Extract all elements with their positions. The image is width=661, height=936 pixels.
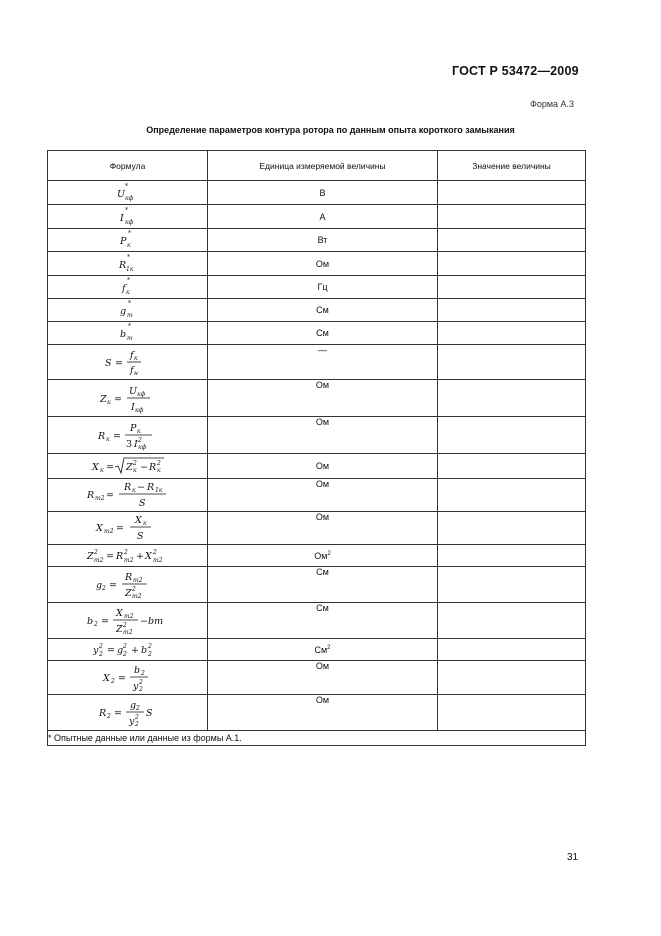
table-row — [48, 545, 586, 567]
form-label: Форма А.3 — [530, 99, 575, 109]
svg-text:R: R — [86, 490, 94, 501]
unit-cell — [208, 545, 438, 567]
svg-text:m2: m2 — [93, 556, 104, 564]
svg-text:2: 2 — [132, 460, 137, 467]
svg-text:=: = — [105, 462, 114, 473]
table-row — [48, 252, 586, 276]
formula-cell — [48, 299, 208, 322]
svg-text:X: X — [91, 462, 99, 473]
svg-text:R: R — [98, 707, 106, 719]
formula-r-1k — [108, 254, 148, 274]
svg-text:2: 2 — [98, 650, 103, 658]
value-cell[interactable] — [438, 512, 586, 545]
svg-text:−: − — [136, 482, 145, 493]
formula-cell — [48, 661, 208, 695]
svg-text:2: 2 — [134, 713, 139, 721]
formula-cell — [48, 276, 208, 299]
unit-cell: Ом — [208, 695, 438, 731]
svg-text:g: g — [116, 644, 123, 656]
svg-text:Z: Z — [99, 394, 107, 405]
svg-text:S: S — [138, 498, 146, 509]
table-row — [48, 454, 586, 479]
formula-cell — [48, 545, 208, 567]
svg-text:1к: 1к — [154, 487, 162, 494]
parameters-table — [47, 150, 586, 746]
svg-text:b: b — [140, 644, 147, 656]
unit-cell: Ом — [208, 661, 438, 695]
svg-text:2: 2 — [122, 642, 127, 650]
svg-text:R: R — [115, 550, 123, 562]
svg-text:X: X — [134, 515, 142, 526]
svg-text:2: 2 — [106, 712, 111, 720]
value-cell[interactable] — [438, 380, 586, 417]
unit-cell: Ом — [208, 479, 438, 512]
table-row — [48, 299, 586, 322]
value-cell[interactable] — [438, 454, 586, 479]
value-cell[interactable] — [438, 603, 586, 639]
svg-text:P: P — [119, 236, 126, 247]
svg-text:к: к — [99, 467, 104, 474]
table-row — [48, 661, 586, 695]
value-cell[interactable] — [438, 322, 586, 345]
unit-cell: Вт — [208, 229, 438, 252]
svg-text:m: m — [126, 312, 133, 319]
svg-text:U: U — [116, 188, 125, 200]
value-cell[interactable] — [438, 345, 586, 380]
svg-text:R: R — [97, 431, 105, 442]
unit-cell: Ом — [208, 252, 438, 276]
svg-text:2: 2 — [156, 460, 161, 467]
formula-b-2 — [86, 605, 170, 637]
svg-text:=: = — [106, 644, 115, 656]
svg-text:f: f — [129, 350, 134, 361]
formula-z-k — [98, 382, 158, 414]
column-header-formula: Формула — [48, 151, 208, 181]
column-header-unit: Единица измеряемой величины — [208, 151, 438, 181]
table-row — [48, 345, 586, 380]
svg-text:X: X — [95, 523, 103, 534]
formula-x-m2 — [95, 513, 161, 543]
unit-cell: Ом — [208, 454, 438, 479]
svg-text:=: = — [100, 615, 109, 627]
formula-cell — [48, 479, 208, 512]
svg-text:кф: кф — [134, 407, 143, 414]
svg-text:=: = — [105, 490, 114, 501]
table-row — [48, 181, 586, 205]
svg-text:2: 2 — [138, 685, 143, 693]
svg-text:=: = — [114, 358, 123, 369]
svg-text:кф: кф — [124, 194, 133, 202]
svg-text:y: y — [92, 644, 98, 656]
svg-text:2: 2 — [135, 704, 140, 712]
svg-text:m2: m2 — [123, 612, 134, 620]
svg-text:*: * — [126, 277, 130, 284]
svg-text:−: − — [139, 462, 148, 473]
unit-cell: См — [208, 322, 438, 345]
value-cell[interactable] — [438, 545, 586, 567]
svg-text:к: к — [105, 436, 110, 443]
svg-text:m2: m2 — [152, 556, 163, 564]
table-row — [48, 276, 586, 299]
svg-text:2: 2 — [93, 620, 98, 628]
svg-text:=: = — [117, 672, 126, 684]
unit-cell — [208, 639, 438, 661]
svg-text:=: = — [105, 550, 114, 562]
formula-g-2 — [95, 569, 161, 601]
value-cell[interactable] — [438, 229, 586, 252]
svg-text:к: к — [106, 399, 111, 406]
table-row — [48, 567, 586, 603]
svg-text:к: к — [133, 355, 138, 362]
unit-cell: См — [208, 567, 438, 603]
unit-cell: В — [208, 181, 438, 205]
svg-text:S: S — [104, 358, 112, 369]
svg-text:*: * — [127, 230, 131, 237]
formula-cell — [48, 454, 208, 479]
svg-text:2: 2 — [122, 650, 127, 658]
svg-text:y: y — [128, 715, 134, 727]
svg-text:X: X — [102, 672, 110, 684]
svg-text:=: = — [115, 523, 124, 534]
unit-text: См — [314, 644, 328, 655]
footnote: * Опытные данные или данные из формы А.1. — [48, 731, 586, 746]
svg-text:*: * — [124, 182, 128, 190]
column-header-value: Значение величины — [438, 151, 586, 181]
value-cell[interactable] — [438, 567, 586, 603]
svg-text:R: R — [123, 482, 131, 493]
svg-text:к: к — [142, 520, 147, 527]
svg-text:=: = — [112, 431, 121, 442]
svg-text:2: 2 — [134, 720, 139, 728]
svg-text:S: S — [145, 707, 153, 719]
table-row — [48, 205, 586, 229]
unit-superscript: 2 — [327, 644, 331, 651]
svg-text:к: к — [136, 428, 141, 435]
svg-text:2: 2 — [122, 621, 127, 629]
formula-f-k — [108, 277, 148, 297]
svg-text:b: b — [86, 615, 93, 627]
svg-text:Z: Z — [115, 623, 123, 635]
formula-cell — [48, 229, 208, 252]
svg-text:2: 2 — [147, 642, 152, 650]
svg-text:I: I — [119, 212, 124, 224]
svg-text:2: 2 — [152, 548, 157, 556]
svg-text:f: f — [129, 365, 134, 376]
formula-r-m2 — [86, 480, 170, 510]
formula-r-2 — [98, 697, 158, 729]
formula-u-kf — [108, 183, 148, 203]
svg-text:g: g — [119, 306, 126, 317]
svg-text:+: + — [135, 550, 144, 562]
svg-text:−: − — [139, 615, 148, 627]
formula-x-2 — [102, 662, 154, 694]
svg-text:R: R — [124, 571, 132, 583]
value-cell[interactable] — [438, 276, 586, 299]
formula-cell — [48, 345, 208, 380]
table-title: Определение параметров контура ротора по данным опыта короткого замыкания — [146, 125, 515, 135]
svg-text:к: к — [126, 242, 131, 249]
svg-text:2: 2 — [98, 642, 103, 650]
value-cell[interactable] — [438, 661, 586, 695]
formula-cell — [48, 380, 208, 417]
value-cell[interactable] — [438, 479, 586, 512]
formula-y-2 — [92, 641, 164, 659]
svg-text:к: к — [131, 487, 136, 494]
value-cell[interactable] — [438, 639, 586, 661]
svg-text:н: н — [133, 370, 138, 377]
svg-text:g: g — [95, 579, 102, 591]
table-row — [48, 512, 586, 545]
formula-cell — [48, 512, 208, 545]
svg-text:m2: m2 — [132, 576, 143, 584]
table-row — [48, 603, 586, 639]
formula-s — [103, 347, 153, 377]
footnote-row — [48, 731, 586, 746]
svg-text:=: = — [113, 394, 122, 405]
formula-g-m — [108, 300, 148, 320]
table-row — [48, 695, 586, 731]
svg-text:Z: Z — [125, 462, 133, 473]
svg-text:I: I — [130, 402, 135, 413]
svg-text:=: = — [108, 579, 117, 591]
svg-text:2: 2 — [110, 677, 115, 685]
formula-i-kf — [108, 207, 148, 227]
formula-cell — [48, 695, 208, 731]
svg-text:P: P — [129, 423, 136, 434]
table-row — [48, 380, 586, 417]
formula-cell — [48, 205, 208, 229]
svg-text:g: g — [129, 699, 136, 711]
svg-text:R: R — [146, 482, 154, 493]
unit-cell: Ом — [208, 417, 438, 454]
unit-cell: — — [208, 345, 438, 380]
formula-r-k — [96, 419, 160, 451]
standard-code: ГОСТ Р 53472—2009 — [452, 64, 579, 78]
svg-text:2: 2 — [138, 678, 143, 686]
svg-text:X: X — [115, 607, 123, 619]
svg-text:X: X — [144, 550, 152, 562]
unit-cell: Ом — [208, 380, 438, 417]
svg-text:2: 2 — [93, 548, 98, 556]
svg-text:R: R — [148, 462, 156, 473]
unit-cell: См — [208, 299, 438, 322]
svg-text:2: 2 — [101, 584, 106, 592]
table-header-row — [48, 151, 586, 181]
svg-text:b: b — [133, 664, 140, 676]
table-row — [48, 479, 586, 512]
value-cell[interactable] — [438, 695, 586, 731]
value-cell[interactable] — [438, 252, 586, 276]
svg-text:2: 2 — [140, 669, 145, 677]
table-row — [48, 322, 586, 345]
svg-text:+: + — [130, 644, 139, 656]
formula-b-m — [108, 323, 148, 343]
value-cell[interactable] — [438, 181, 586, 205]
svg-text:к: к — [156, 467, 161, 474]
formula-cell — [48, 417, 208, 454]
unit-superscript: 2 — [327, 550, 331, 557]
svg-text:U: U — [128, 386, 137, 397]
unit-cell: Ом — [208, 512, 438, 545]
svg-text:m2: m2 — [94, 495, 105, 502]
svg-text:кф: кф — [124, 218, 133, 226]
svg-text:f: f — [121, 283, 126, 294]
svg-text:=: = — [113, 707, 122, 719]
svg-text:b: b — [119, 329, 126, 340]
svg-text:2: 2 — [131, 585, 136, 593]
svg-text:m2: m2 — [131, 592, 142, 600]
svg-text:к: к — [125, 289, 130, 296]
formula-cell — [48, 639, 208, 661]
svg-text:*: * — [127, 323, 131, 330]
unit-text: Ом — [314, 550, 328, 561]
svg-text:Z: Z — [124, 587, 132, 599]
svg-text:2: 2 — [123, 548, 128, 556]
table-row — [48, 639, 586, 661]
page-number: 31 — [567, 852, 579, 863]
svg-text:к: к — [132, 467, 137, 474]
svg-text:R: R — [118, 259, 126, 271]
table-row — [48, 417, 586, 454]
svg-text:*: * — [124, 206, 128, 214]
svg-text:m2: m2 — [122, 628, 133, 636]
svg-text:S: S — [136, 531, 144, 542]
unit-cell: См — [208, 603, 438, 639]
svg-text:кф: кф — [136, 391, 145, 398]
svg-text:2: 2 — [137, 437, 142, 444]
formula-cell — [48, 603, 208, 639]
formula-cell — [48, 567, 208, 603]
svg-text:*: * — [127, 300, 131, 307]
unit-cell: Гц — [208, 276, 438, 299]
formula-x-k — [91, 455, 165, 477]
formula-z-m2 — [86, 547, 170, 565]
unit-cell: А — [208, 205, 438, 229]
svg-text:m: m — [126, 335, 133, 342]
svg-text:m2: m2 — [103, 528, 114, 535]
svg-text:1к: 1к — [125, 265, 133, 273]
svg-text:*: * — [126, 253, 130, 261]
svg-text:3: 3 — [125, 439, 132, 450]
svg-text:кф: кф — [137, 444, 146, 451]
formula-cell — [48, 181, 208, 205]
formula-cell — [48, 322, 208, 345]
formula-p-k — [108, 230, 148, 250]
formula-cell — [48, 252, 208, 276]
svg-text:I: I — [133, 439, 138, 450]
table-row — [48, 229, 586, 252]
value-cell[interactable] — [438, 299, 586, 322]
value-cell[interactable] — [438, 417, 586, 454]
svg-text:Z: Z — [86, 550, 94, 562]
value-cell[interactable] — [438, 205, 586, 229]
svg-text:bm: bm — [147, 615, 163, 627]
svg-text:y: y — [132, 680, 138, 692]
svg-text:m2: m2 — [123, 556, 134, 564]
svg-text:2: 2 — [147, 650, 152, 658]
